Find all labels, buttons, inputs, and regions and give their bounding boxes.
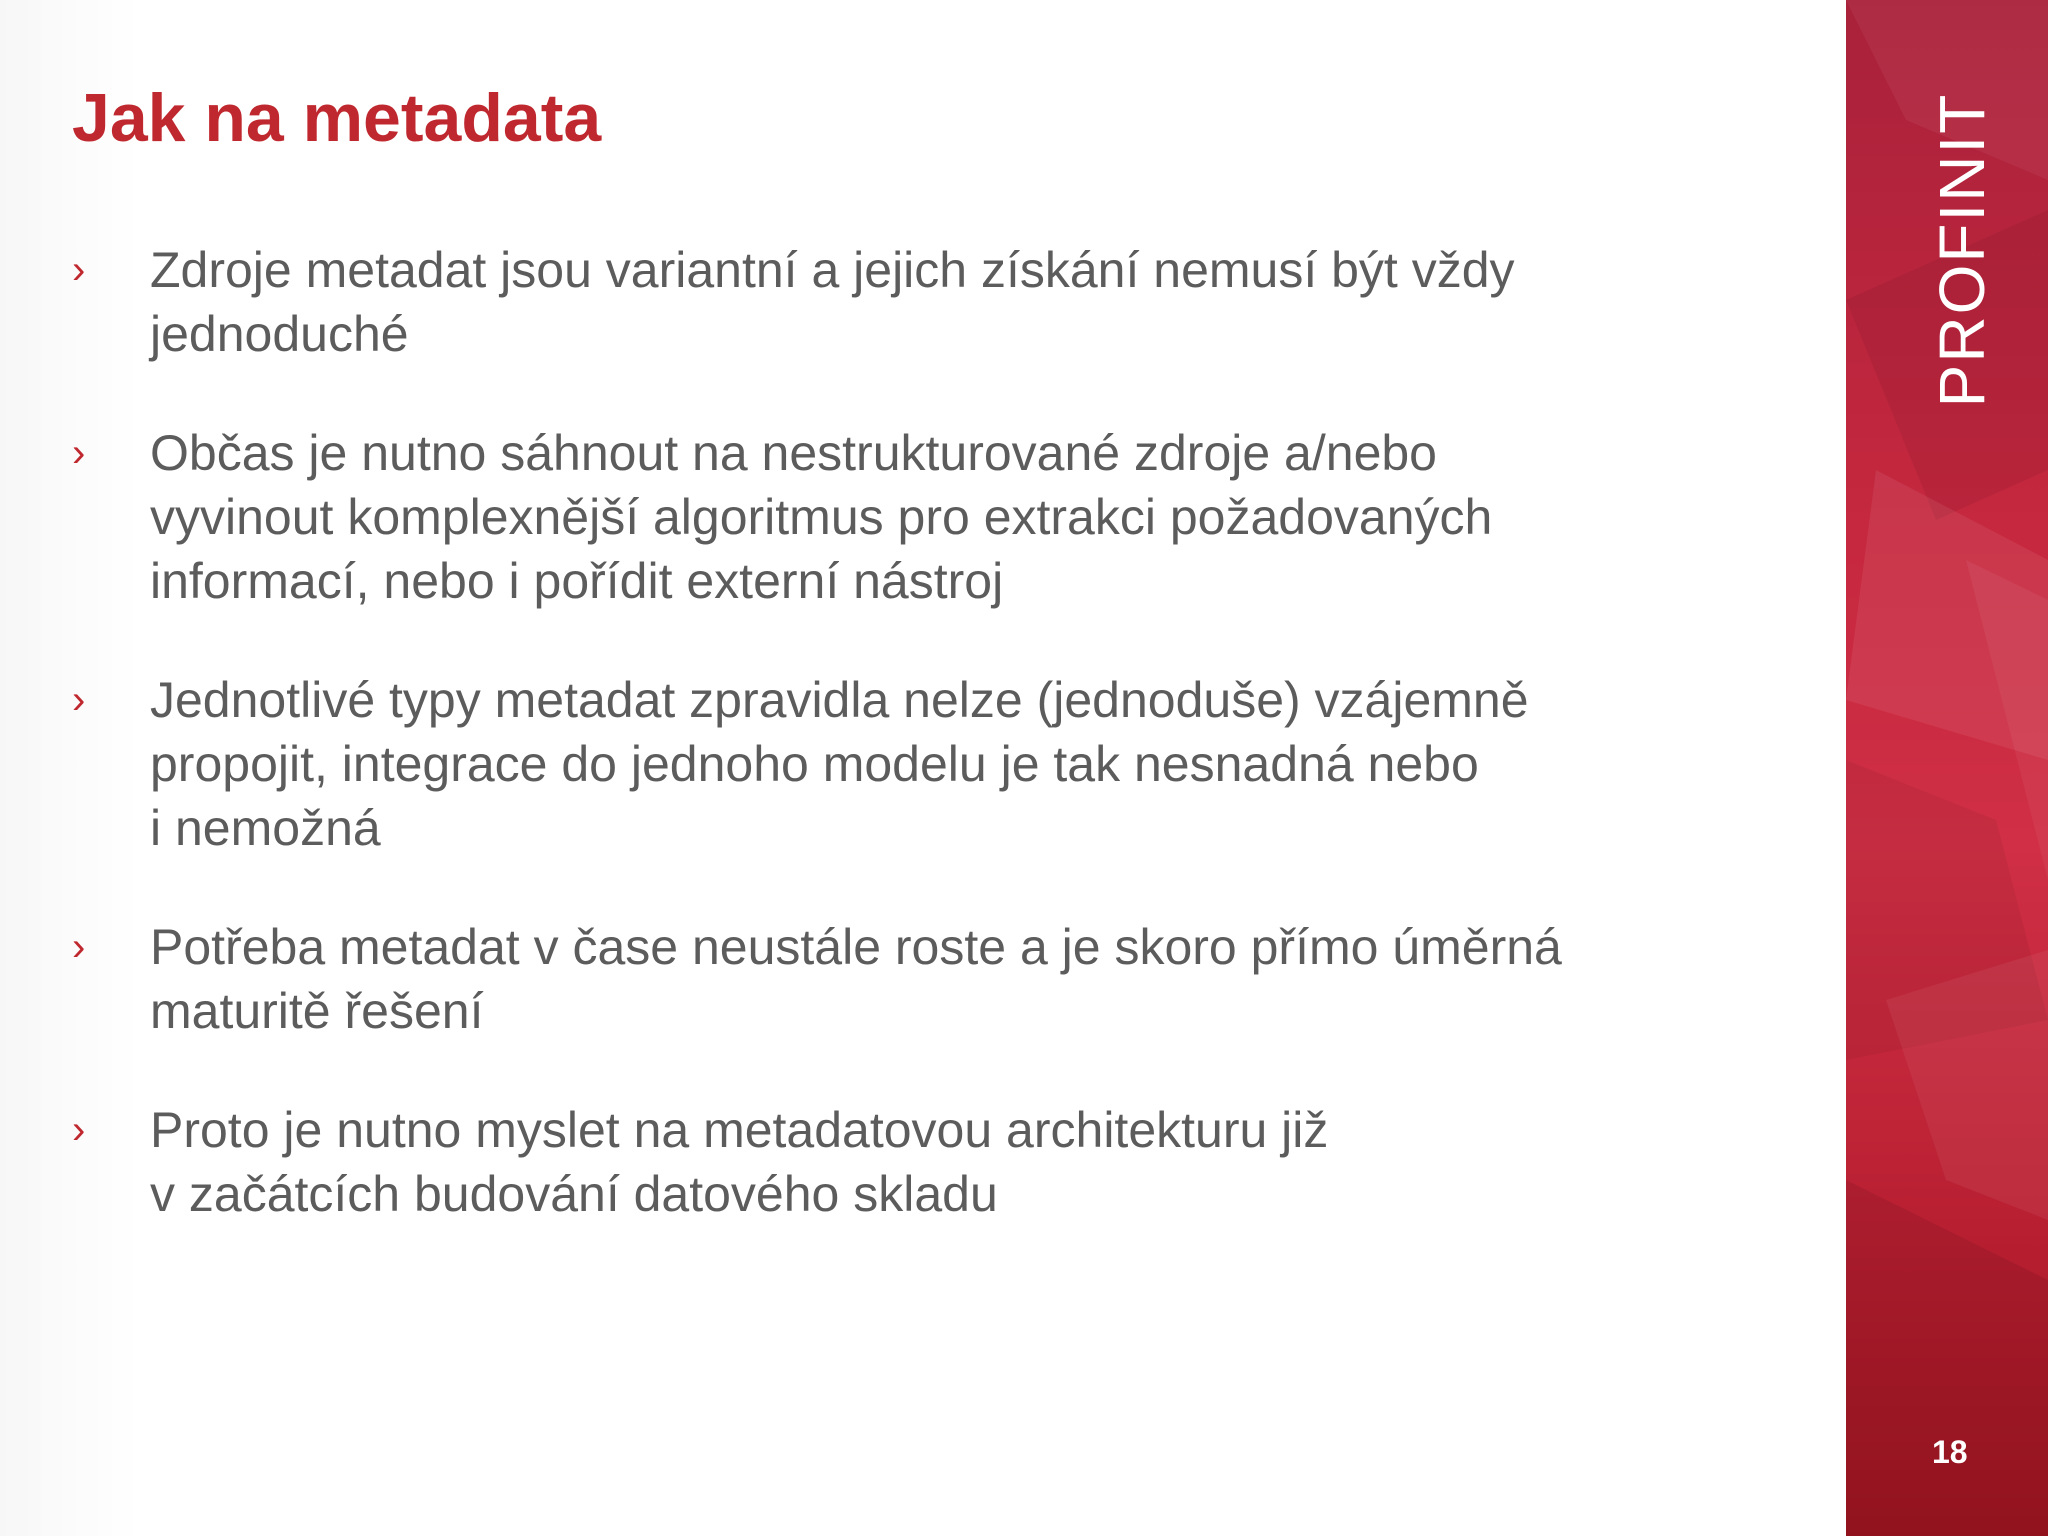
bullet-item (72, 421, 1772, 613)
bullet-chevron-icon: › (72, 1108, 86, 1152)
bullet-chevron-icon: › (72, 678, 86, 722)
bullet-item (72, 238, 1772, 366)
bullet-item (72, 1098, 1772, 1226)
bullet-chevron-icon: › (72, 431, 86, 475)
bullet-line: Proto je nutno myslet na metadatovou architekturu již (150, 1102, 1329, 1158)
bullet-list (72, 238, 1772, 1281)
bullet-line: jednoduché (150, 306, 409, 362)
bullet-chevron-icon: › (72, 925, 86, 969)
bullet-line: Potřeba metadat v čase neustále roste a je skoro přímo úměrná (150, 919, 1562, 975)
bullet-chevron-icon: › (72, 248, 86, 292)
bullet-item (72, 915, 1772, 1043)
bullet-line: maturitě řešení (150, 983, 484, 1039)
bullet-item (72, 668, 1772, 860)
bullet-line: Zdroje metadat jsou variantní a jejich získání nemusí být vždy (150, 242, 1515, 298)
bullet-line: Jednotlivé typy metadat zpravidla nelze (jednoduše) vzájemně (150, 672, 1529, 728)
bullet-line: vyvinout komplexnější algoritmus pro extrakci požadovaných (150, 489, 1493, 545)
bullet-line: v začátcích budování datového skladu (150, 1166, 998, 1222)
bullet-line: informací, nebo i pořídit externí nástroj (150, 553, 1004, 609)
slide-title: Jak na metadata (72, 80, 602, 156)
bullet-line: propojit, integrace do jednoho modelu je tak nesnadná nebo (150, 736, 1479, 792)
page-number: 18 (1932, 1434, 1968, 1470)
profinit-logo: PROFINIT (1926, 92, 1998, 408)
bullet-line: Občas je nutno sáhnout na nestrukturované zdroje a/nebo (150, 425, 1437, 481)
bullet-line: i nemožná (150, 800, 381, 856)
